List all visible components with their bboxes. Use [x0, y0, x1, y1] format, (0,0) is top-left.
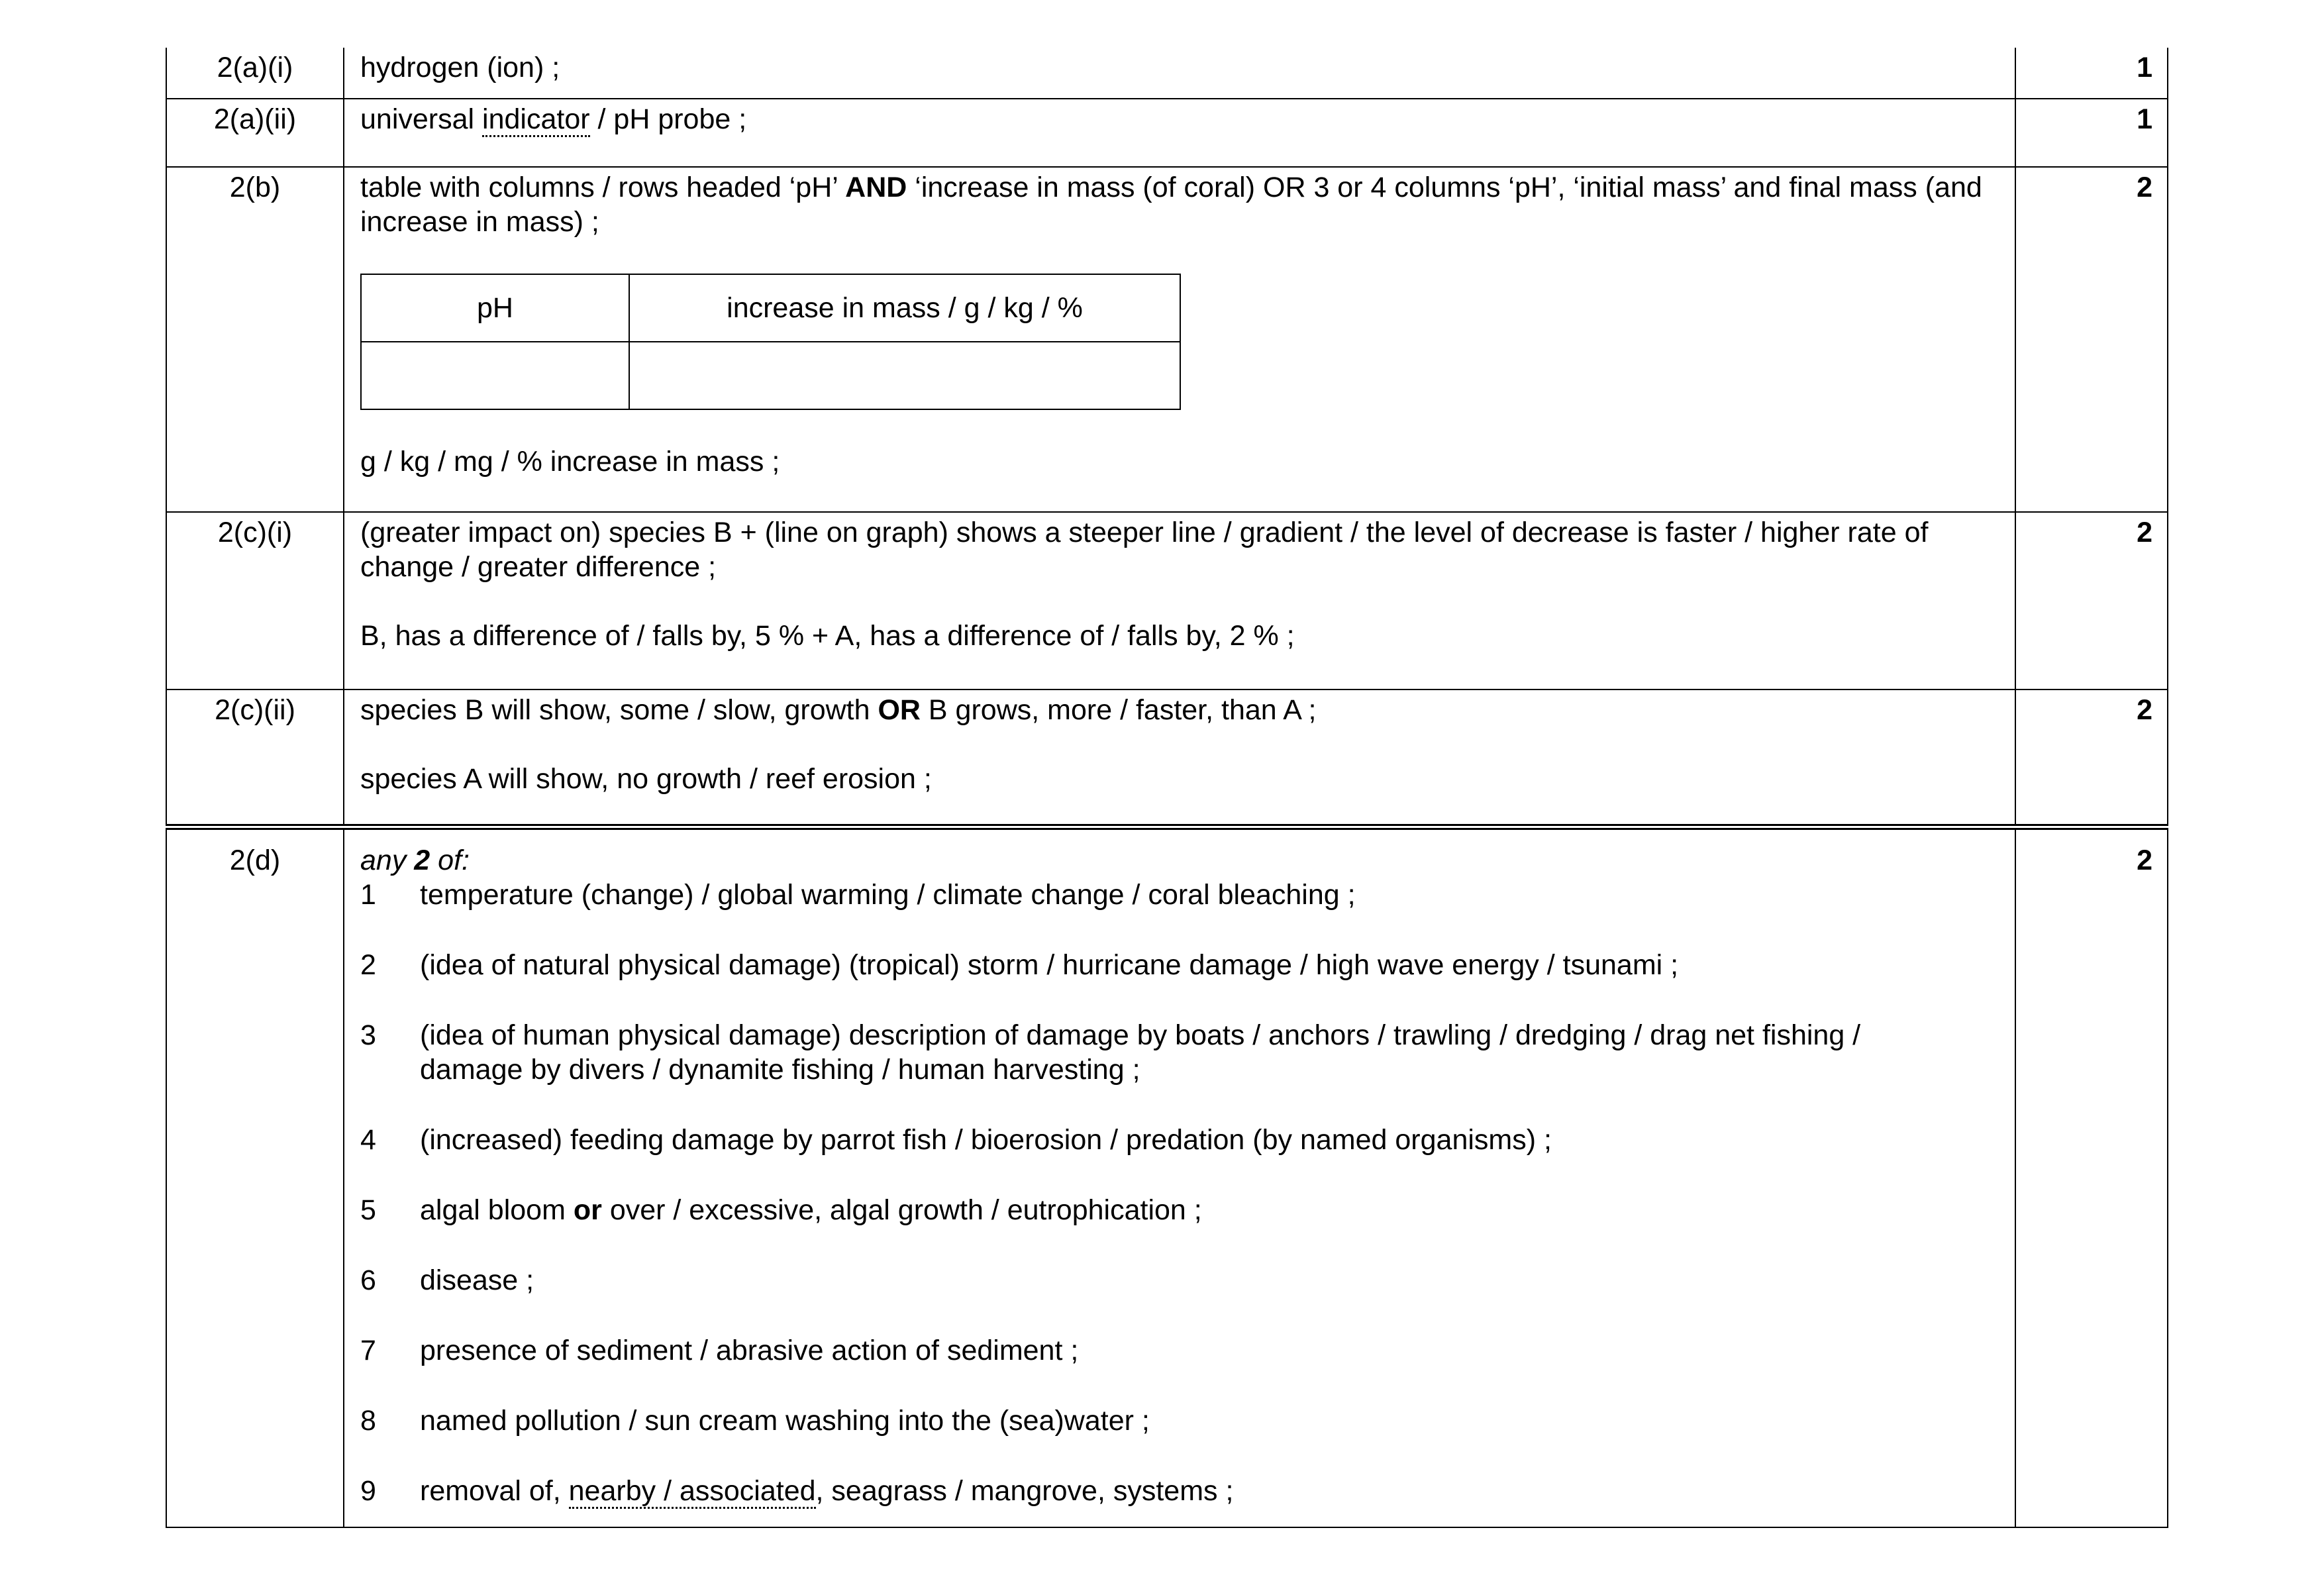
table-row [166, 48, 2168, 99]
column-header-ph: pH [361, 274, 629, 342]
list-item-text: named pollution / sun cream washing into the (sea)water ; [420, 1404, 1150, 1437]
answer-paragraph: g / kg / mg / % increase in mass ; [360, 446, 780, 478]
table-header-row [361, 274, 1180, 342]
bold-keyword: or [573, 1194, 602, 1226]
table-row [166, 99, 2168, 167]
question-number: 2(c)(i) [166, 512, 344, 689]
answer-text: species B will show, some / slow, growth [360, 694, 878, 726]
question-number: 2(a)(ii) [166, 99, 344, 167]
question-number: 2(a)(i) [166, 48, 344, 99]
answer-cell [344, 827, 2015, 1527]
table-row [166, 827, 2168, 1527]
answer-text: algal bloom [420, 1194, 574, 1226]
marks: 1 [2015, 48, 2168, 99]
list-intro [360, 843, 1999, 878]
mark-scheme-table [166, 48, 2168, 1528]
answer-cell [344, 512, 2015, 689]
question-number: 2(c)(ii) [166, 689, 344, 827]
list-item [360, 1474, 1999, 1508]
list-item [360, 1263, 1999, 1298]
empty-cell [629, 342, 1180, 409]
marks: 1 [2015, 99, 2168, 167]
bold-keyword: 2 [414, 844, 430, 876]
spacer [360, 1438, 1999, 1474]
list-item-number: 3 [360, 1019, 376, 1051]
spacer [360, 1157, 1999, 1193]
dotted-term: nearby / associated [569, 1475, 816, 1509]
empty-cell [361, 342, 629, 409]
answer-text: , seagrass / mangrove, systems ; [815, 1474, 1234, 1507]
answer-text: / pH probe ; [589, 103, 747, 135]
answer-paragraph: (greater impact on) species B + (line on graph) shows a steeper line / gradient / the level of decrease is faster / higher rate of change / greater difference ; [360, 517, 1929, 583]
spacer [360, 1298, 1999, 1333]
list-item-text: (idea of natural physical damage) (tropical) storm / hurricane damage / high wave energy / tsunami ; [420, 948, 1679, 981]
list-item-text: (increased) feeding damage by parrot fish / bioerosion / predation (by named organisms) ; [420, 1123, 1552, 1156]
question-number: 2(b) [166, 167, 344, 512]
dotted-term: indicator [482, 103, 590, 137]
answer-text: B grows, more / faster, than A ; [920, 694, 1317, 726]
question-number: 2(d) [166, 827, 344, 1527]
list-item [360, 1404, 1999, 1438]
answer-paragraph: B, has a difference of / falls by, 5 % + A, has a difference of / falls by, 2 % ; [360, 620, 1295, 652]
list-item-text: temperature (change) / global warming / climate change / coral bleaching ; [420, 878, 1356, 911]
list-item-number: 5 [360, 1194, 376, 1226]
list-item [360, 1333, 1999, 1368]
spacer [360, 584, 1999, 619]
list-item-number: 2 [360, 948, 376, 981]
list-item-text: disease ; [420, 1264, 534, 1296]
list-item-number: 9 [360, 1474, 376, 1507]
column-header-increase-in-mass: increase in mass / g / kg / % [629, 274, 1180, 342]
spacer [360, 1368, 1999, 1404]
answer-text: table with columns / rows headed ‘pH’ [360, 172, 846, 203]
list-item-text [420, 1474, 1999, 1508]
list-item-text: (idea of human physical damage) description of damage by boats / anchors / trawling / dredging / drag net fishing / damage by divers / dynamite fishing / human harvesting ; [420, 1019, 1861, 1086]
spacer [360, 982, 1999, 1018]
list-item [360, 1123, 1999, 1157]
table-row [166, 167, 2168, 512]
list-item [360, 878, 1999, 912]
table-empty-row [361, 342, 1180, 409]
list-item-number: 6 [360, 1264, 376, 1296]
spacer [360, 912, 1999, 948]
table-row [166, 512, 2168, 689]
marks: 2 [2015, 689, 2168, 827]
bold-keyword: AND [845, 172, 907, 203]
list-item-number: 8 [360, 1404, 376, 1437]
answer-cell [344, 99, 2015, 167]
answer-text: hydrogen (ion) ; [360, 52, 560, 83]
list-item-number: 1 [360, 878, 376, 911]
table-row [166, 689, 2168, 827]
list-item [360, 948, 1999, 982]
answer-text: removal of, [420, 1474, 569, 1507]
bold-keyword: OR [878, 694, 921, 726]
answer-text: universal [360, 103, 483, 135]
answer-cell [344, 689, 2015, 827]
list-item-text: presence of sediment / abrasive action of sediment ; [420, 1334, 1079, 1366]
marks: 2 [2015, 512, 2168, 689]
list-item-text [420, 1193, 1999, 1227]
answer-paragraph [360, 170, 1999, 239]
list-item-number: 7 [360, 1334, 376, 1366]
answer-cell [344, 48, 2015, 99]
answer-text: any [360, 844, 415, 876]
list-item [360, 1193, 1999, 1227]
answer-text: ‘increase in mass (of coral) OR 3 or 4 columns ‘pH’, ‘initial mass’ and final mass (and increase in mass) ; [360, 172, 1982, 238]
spacer [360, 1227, 1999, 1263]
answer-cell [344, 167, 2015, 512]
list-item-number: 4 [360, 1123, 376, 1156]
spacer [360, 1087, 1999, 1123]
answer-text: of: [430, 844, 470, 876]
marks: 2 [2015, 827, 2168, 1527]
example-results-table [360, 274, 1181, 410]
marks: 2 [2015, 167, 2168, 512]
answer-text: over / excessive, algal growth / eutrophication ; [601, 1194, 1202, 1226]
answer-paragraph: species A will show, no growth / reef erosion ; [360, 763, 932, 795]
list-item [360, 1018, 1999, 1087]
answer-paragraph [360, 693, 1999, 727]
spacer [360, 727, 1999, 762]
